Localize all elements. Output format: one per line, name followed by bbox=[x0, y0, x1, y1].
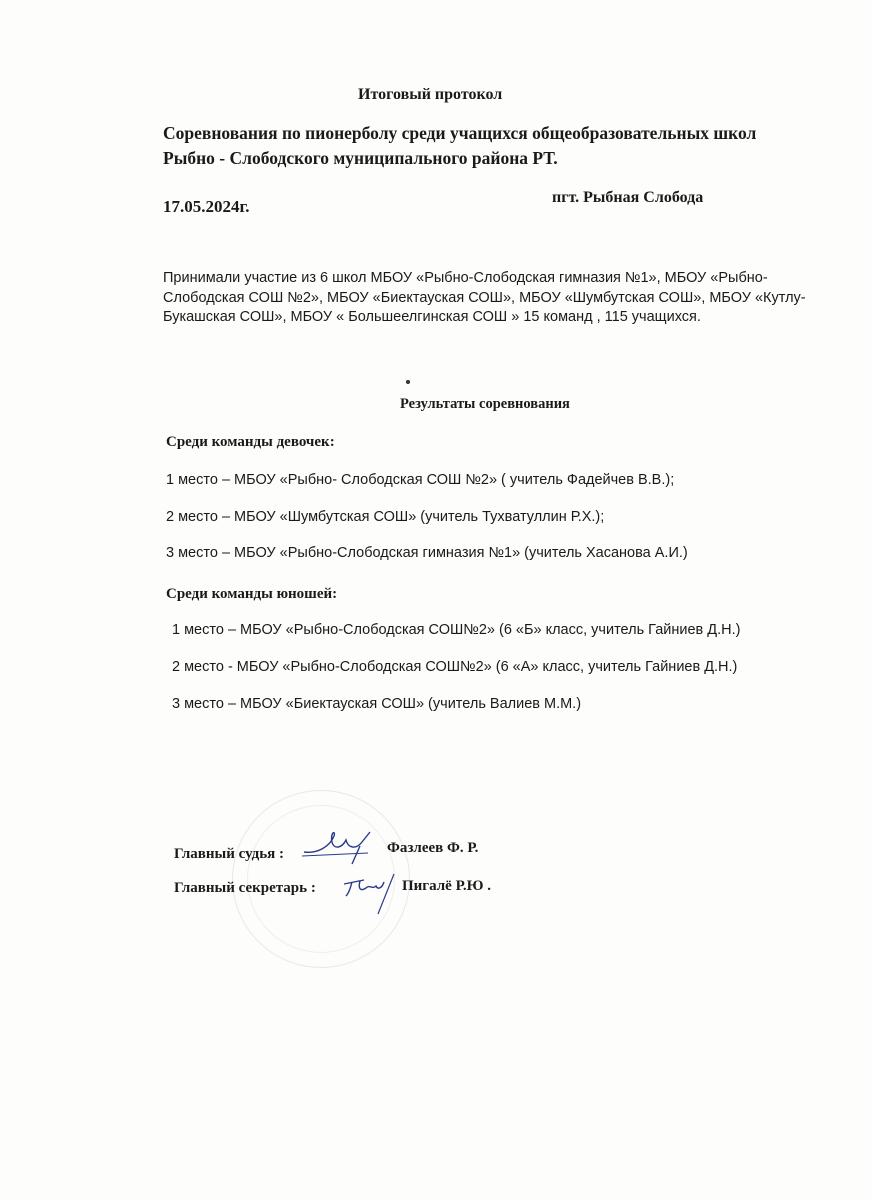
boys-place-2: 2 место - МБОУ «Рыбно-Слободская СОШ№2» (6 «А» класс, учитель Гайниев Д.Н.) bbox=[172, 659, 738, 675]
secretary-name: Пигалё Р.Ю . bbox=[402, 878, 492, 894]
participation-paragraph: Принимали участие из 6 школ МБОУ «Рыбно-Слободская гимназия №1», МБОУ «Рыбно-Слободская СОШ №2», МБОУ «Биектауская СОШ», МБОУ «Шумбутская СОШ», МБОУ «Кутлу-Букашская СОШ», МБОУ « Большеелгинская СОШ » 15 команд , 115 учащихся. bbox=[163, 270, 806, 325]
girls-place-2: 2 место – МБОУ «Шумбутская СОШ» (учитель Тухватуллин Р.Х.); bbox=[166, 509, 605, 525]
judge-signature-icon bbox=[300, 826, 380, 866]
boys-section-title: Среди команды юношей: bbox=[166, 586, 338, 602]
document-subtitle: Соревнования по пионерболу среди учащихся общеобразовательных школ Рыбно - Слободского муниципального района РТ. bbox=[163, 123, 757, 168]
girls-section-title: Среди команды девочек: bbox=[166, 434, 335, 450]
secretary-label: Главный секретарь : bbox=[174, 880, 316, 896]
girls-place-3: 3 место – МБОУ «Рыбно-Слободская гимназия №1» (учитель Хасанова А.И.) bbox=[166, 545, 688, 561]
boys-place-3: 3 место – МБОУ «Биектауская СОШ» (учитель Валиев М.М.) bbox=[172, 696, 582, 712]
secretary-signature-icon bbox=[338, 868, 408, 918]
results-heading: Результаты соревнования bbox=[400, 396, 570, 412]
judge-label: Главный судья : bbox=[174, 846, 285, 862]
document-title: Итоговый протокол bbox=[358, 86, 503, 103]
girls-place-1: 1 место – МБОУ «Рыбно- Слободская СОШ №2» ( учитель Фадейчев В.В.); bbox=[166, 472, 675, 488]
document-place: пгт. Рыбная Слобода bbox=[552, 189, 704, 206]
boys-place-1: 1 место – МБОУ «Рыбно-Слободская СОШ№2» (6 «Б» класс, учитель Гайниев Д.Н.) bbox=[172, 622, 741, 638]
bullet-dot bbox=[406, 380, 410, 384]
judge-name: Фазлеев Ф. Р. bbox=[387, 840, 479, 856]
document-date: 17.05.2024г. bbox=[163, 197, 250, 216]
